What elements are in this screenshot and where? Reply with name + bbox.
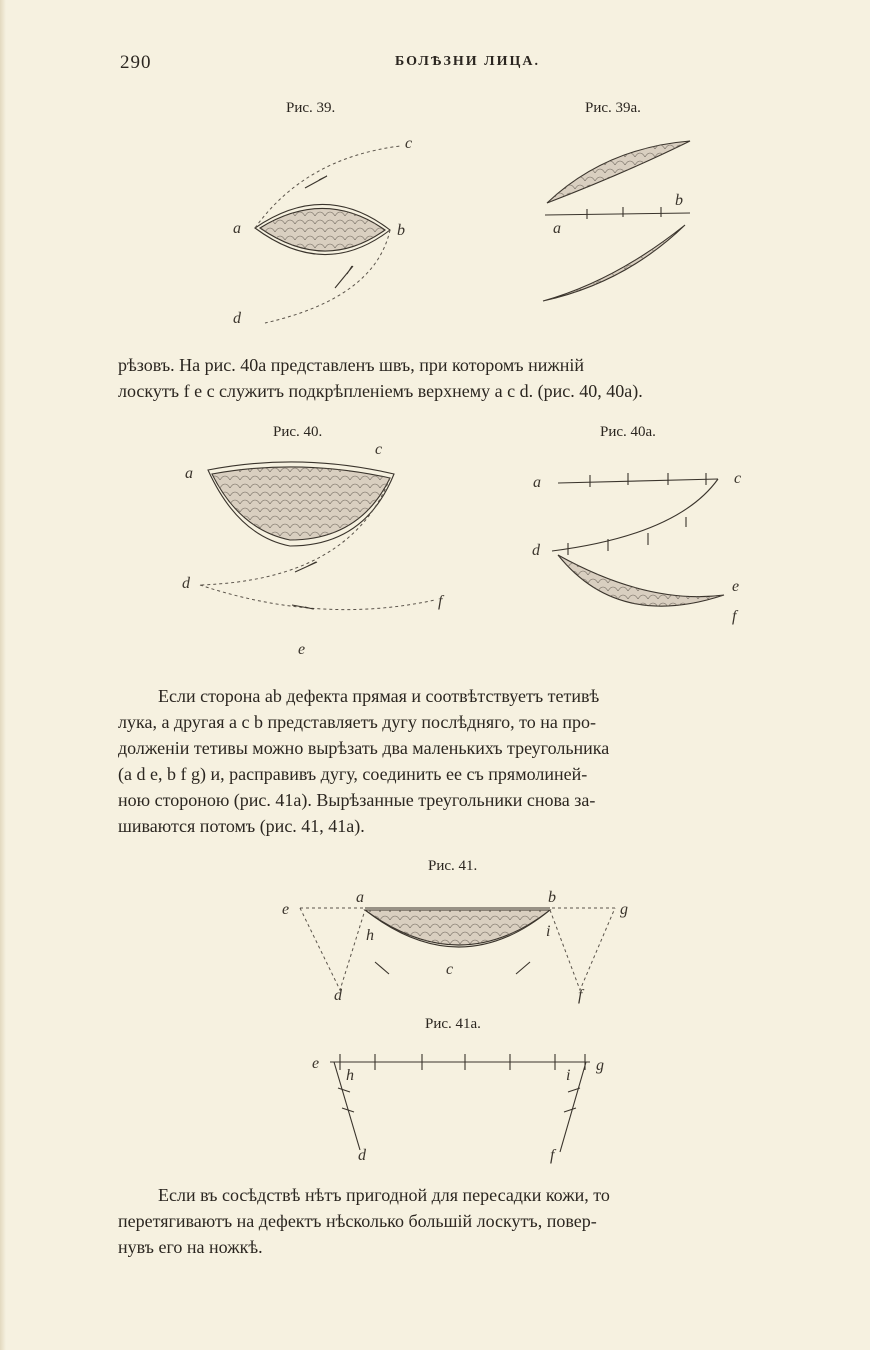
fig41-label-d: d [334,987,342,1004]
fig41-label-h: h [366,927,374,944]
fig41a-label-e: e [312,1055,320,1072]
figure-40 [180,440,470,658]
fig41a-label-i: i [566,1067,571,1084]
fig41-label-c: c [446,961,454,978]
fig41a-label-d: d [358,1147,366,1164]
fig41-label-g: g [620,901,628,918]
paragraph-2-line-1: Если сторона ab дефекта прямая и соотвѣтствуетъ тетивѣ [158,686,600,706]
paragraph-1 [118,352,806,404]
fig41-label-a: a [356,889,364,906]
paragraph-2-line-6: шиваются потомъ (рис. 41, 41a). [118,816,365,836]
fig40a-label-a: a [533,474,541,491]
fig41-label-i: i [546,923,551,940]
paragraph-3-line-1: Если въ сосѣдствѣ нѣтъ пригодной для пересадки кожи, то [158,1185,610,1205]
fig40-caption: Рис. 40. [273,424,323,440]
fig39a-caption: Рис. 39a. [585,100,641,116]
fig41a-label-h: h [346,1067,354,1084]
paragraph-1-line-1: рѣзовъ. На рис. 40a представленъ швъ, при которомъ нижній [118,355,585,375]
fig39-caption: Рис. 39. [286,100,336,116]
fig40-label-a: a [185,465,193,482]
fig39a-label-a: a [553,220,561,237]
fig41a-caption: Рис. 41a. [425,1016,481,1032]
fig41-label-f: f [578,987,583,1004]
fig39-label-c: c [405,135,413,152]
paragraph-2 [118,683,806,839]
fig40a-caption: Рис. 40a. [600,424,656,440]
page-edge [0,0,6,1350]
fig40a-label-d: d [532,542,540,559]
figure-40a [528,455,758,635]
paragraph-3 [118,1182,806,1260]
fig41-label-e: e [282,901,290,918]
figure-41 [280,880,640,1005]
paragraph-2-line-3: долженіи тетивы можно вырѣзать два маленькихъ треугольника [118,738,610,758]
paragraph-2-line-5: ною стороною (рис. 41a). Вырѣзанные треугольники снова за- [118,790,596,810]
figure-41a [300,1040,620,1165]
page-number: 290 [120,52,152,73]
paragraph-2-line-2: лука, а другая a c b представляетъ дугу послѣдняго, то на про- [118,712,597,732]
fig40-label-c: c [375,441,383,458]
fig40-label-f: f [438,593,443,610]
paragraph-3-line-2: перетягиваютъ на дефектъ нѣсколько большій лоскутъ, повер- [118,1211,597,1231]
fig39-label-d: d [233,310,241,327]
fig39-label-a: a [233,220,241,237]
figure-39 [225,128,435,333]
fig41a-label-f: f [550,1147,555,1164]
fig40-label-d: d [182,575,190,592]
fig39a-label-b: b [675,192,683,209]
fig40-label-e: e [298,641,306,658]
fig41a-label-g: g [596,1057,604,1074]
fig39-label-b: b [397,222,405,239]
fig41-caption: Рис. 41. [428,858,478,874]
paragraph-1-line-2: лоскутъ f e c служитъ подкрѣпленіемъ верхнему a c d. (рис. 40, 40a). [118,381,643,401]
paragraph-2-line-4: (a d e, b f g) и, расправивъ дугу, соединить ее съ прямолиней- [118,764,588,784]
fig40a-label-f: f [732,608,737,625]
figure-39a [535,133,705,313]
fig41-label-b: b [548,889,556,906]
running-title: БОЛѢЗНИ ЛИЦА. [395,54,540,69]
fig40a-label-c: c [734,470,742,487]
fig40a-label-e: e [732,578,740,595]
paragraph-3-line-3: нувъ его на ножкѣ. [118,1237,263,1257]
